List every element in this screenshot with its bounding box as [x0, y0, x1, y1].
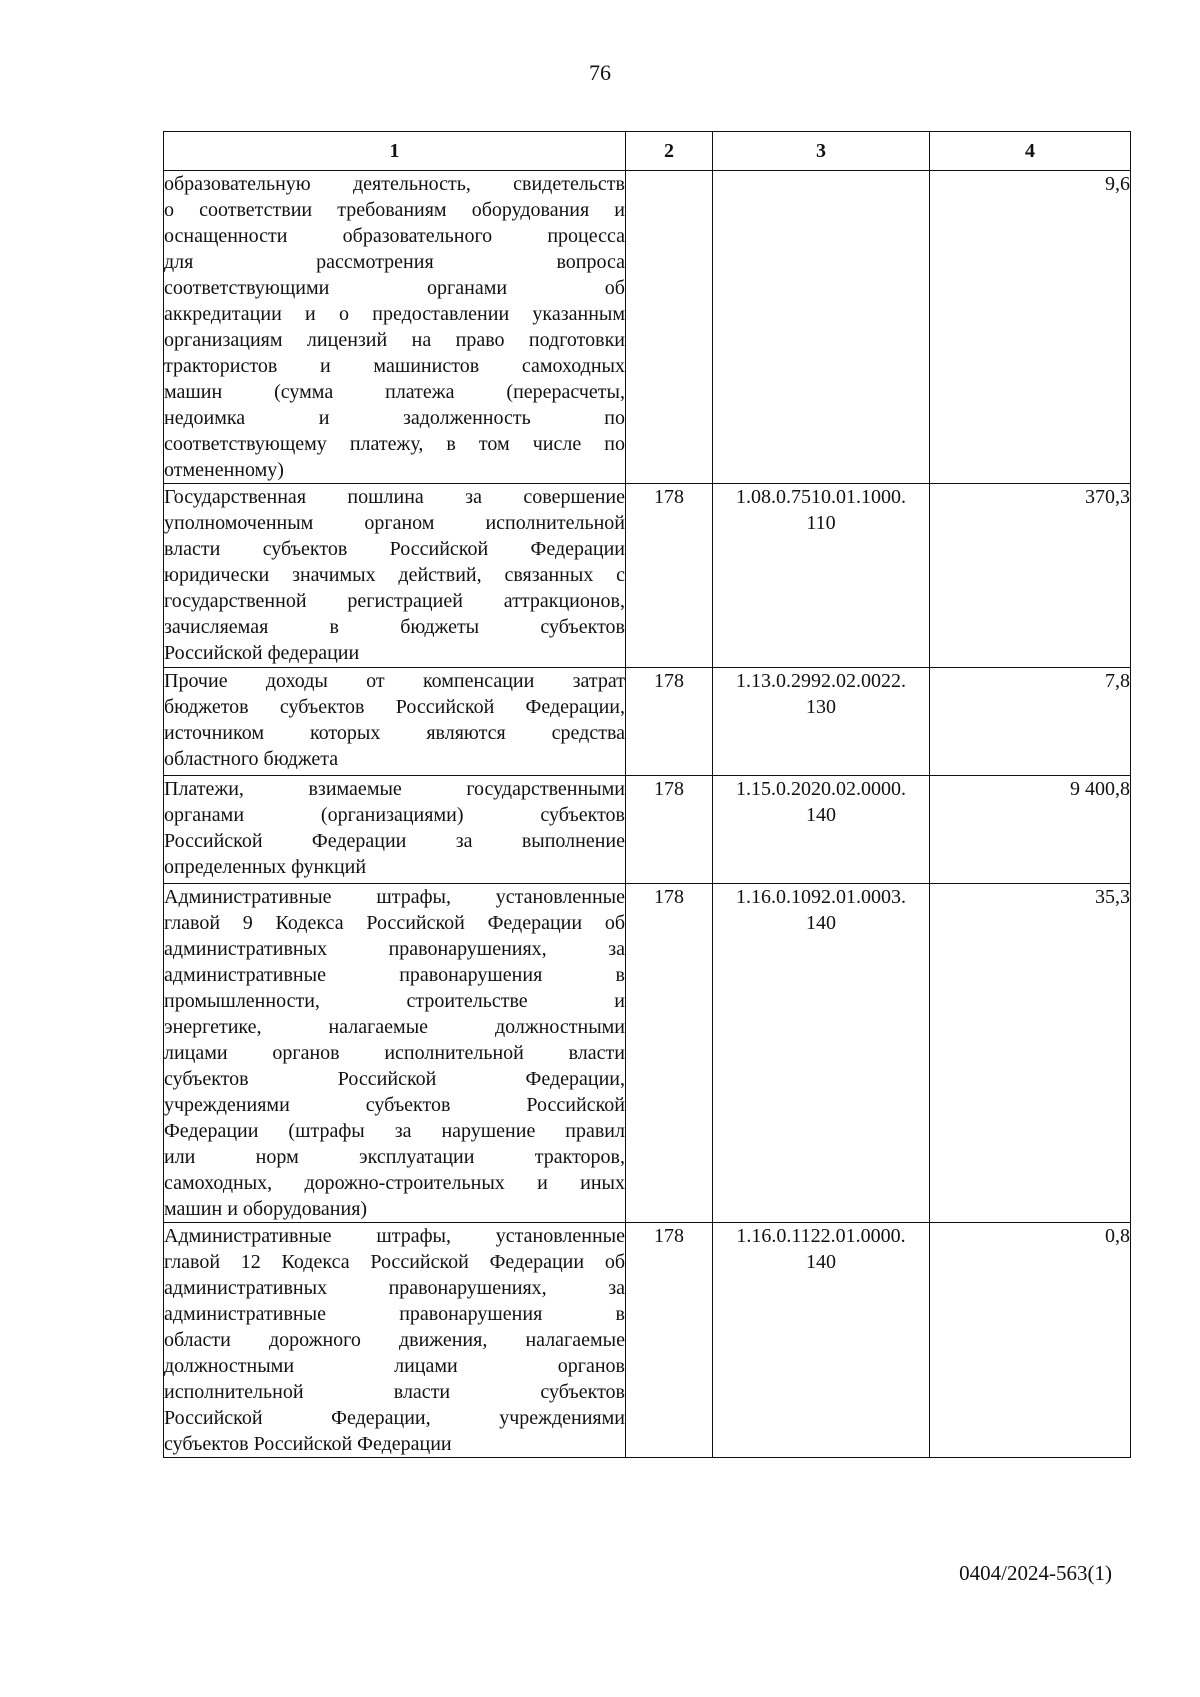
description-line: лицами органов исполнительной власти [164, 1042, 625, 1064]
row-budget-classification-code [713, 776, 930, 884]
description-line: источником которых являются средства [164, 722, 625, 744]
description-line: органами (организациями) субъектов [164, 804, 625, 826]
document-code: 0404/2024-563(1) [959, 1561, 1112, 1585]
description-line: областного бюджета [164, 748, 339, 770]
description-line: промышленности, строительстве и [164, 990, 625, 1012]
description-line: отмененному) [164, 459, 284, 481]
kbk-code-line-1: 1.13.0.2992.02.0022. [736, 670, 906, 692]
table-row [164, 776, 1131, 884]
description-line: Российской федерации [164, 642, 360, 664]
description-line: Платежи, взимаемые государственными [164, 778, 625, 800]
row-amount: 9,6 [930, 171, 1131, 484]
description-line: административных правонарушениях, за [164, 1277, 625, 1299]
description-line: Прочие доходы от компенсации затрат [164, 670, 625, 692]
description-line: уполномоченным органом исполнительной [164, 512, 625, 534]
row-amount: 9 400,8 [930, 776, 1131, 884]
description-line: организациям лицензий на право подготовки [164, 329, 625, 351]
description-line: оснащенности образовательного процесса [164, 225, 625, 247]
description-line: определенных функций [164, 856, 367, 878]
row-admin-code: 178 [626, 1223, 713, 1458]
description-line: недоимка и задолженность по [164, 407, 625, 429]
description-line: аккредитации и о предоставлении указанным [164, 303, 625, 325]
row-budget-classification-code [713, 884, 930, 1223]
table-row [164, 884, 1131, 1223]
budget-revenue-table [163, 131, 1131, 1458]
row-admin-code [626, 171, 713, 484]
kbk-code-line-2: 140 [806, 912, 836, 934]
row-budget-classification-code [713, 484, 930, 668]
description-line: о соответствии требованиям оборудования и [164, 199, 625, 221]
table-row [164, 668, 1131, 776]
description-line: административные правонарушения в [164, 1303, 625, 1325]
row-description [164, 668, 626, 776]
row-description [164, 776, 626, 884]
column-header-3: 3 [713, 132, 930, 171]
description-line: должностными лицами органов [164, 1355, 625, 1377]
description-line: самоходных, дорожно-строительных и иных [164, 1172, 625, 1194]
description-line: Административные штрафы, установленные [164, 886, 625, 908]
description-line: административные правонарушения в [164, 964, 625, 986]
description-line: государственной регистрацией аттракционов, [164, 590, 625, 612]
description-line: Российской Федерации, учреждениями [164, 1407, 625, 1429]
description-line: соответствующему платежу, в том числе по [164, 433, 625, 455]
description-line: юридически значимых действий, связанных с [164, 564, 625, 586]
row-amount: 7,8 [930, 668, 1131, 776]
description-line: субъектов Российской Федерации, [164, 1068, 625, 1090]
description-line: главой 12 Кодекса Российской Федерации об [164, 1251, 625, 1273]
row-admin-code: 178 [626, 668, 713, 776]
page-number: 76 [589, 60, 611, 85]
row-amount: 370,3 [930, 484, 1131, 668]
description-line: или норм эксплуатации тракторов, [164, 1146, 625, 1168]
table-row [164, 171, 1131, 484]
description-line: бюджетов субъектов Российской Федерации, [164, 696, 625, 718]
column-header-2: 2 [626, 132, 713, 171]
table-header-row [164, 132, 1131, 171]
description-line: трактористов и машинистов самоходных [164, 355, 625, 377]
description-line: зачисляемая в бюджеты субъектов [164, 616, 625, 638]
description-line: области дорожного движения, налагаемые [164, 1329, 625, 1351]
description-line: Федерации (штрафы за нарушение правил [164, 1120, 625, 1142]
description-line: субъектов Российской Федерации [164, 1433, 452, 1455]
description-line: для рассмотрения вопроса [164, 251, 625, 273]
row-amount: 35,3 [930, 884, 1131, 1223]
kbk-code-line-1: 1.08.0.7510.01.1000. [736, 486, 906, 508]
description-line: административных правонарушениях, за [164, 938, 625, 960]
kbk-code-line-1: 1.16.0.1092.01.0003. [736, 886, 906, 908]
row-description [164, 884, 626, 1223]
column-header-1: 1 [164, 132, 626, 171]
row-admin-code: 178 [626, 776, 713, 884]
description-line: энергетике, налагаемые должностными [164, 1016, 625, 1038]
column-header-4: 4 [930, 132, 1131, 171]
kbk-code-line-2: 140 [806, 1251, 836, 1273]
row-description [164, 1223, 626, 1458]
description-line: главой 9 Кодекса Российской Федерации об [164, 912, 625, 934]
row-amount: 0,8 [930, 1223, 1131, 1458]
row-admin-code: 178 [626, 884, 713, 1223]
table-row [164, 484, 1131, 668]
kbk-code-line-2: 130 [806, 696, 836, 718]
description-line: власти субъектов Российской Федерации [164, 538, 625, 560]
kbk-code-line-2: 140 [806, 804, 836, 826]
row-description [164, 171, 626, 484]
description-line: соответствующими органами об [164, 277, 625, 299]
description-line: машин (сумма платежа (перерасчеты, [164, 381, 625, 403]
table-body [164, 171, 1131, 1458]
kbk-code-line-1: 1.16.0.1122.01.0000. [736, 1225, 906, 1247]
description-line: исполнительной власти субъектов [164, 1381, 625, 1403]
description-line: Российской Федерации за выполнение [164, 830, 625, 852]
row-budget-classification-code [713, 171, 930, 484]
kbk-code-line-2: 110 [806, 512, 836, 534]
kbk-code-line-1: 1.15.0.2020.02.0000. [736, 778, 906, 800]
row-budget-classification-code [713, 1223, 930, 1458]
description-line: учреждениями субъектов Российской [164, 1094, 625, 1116]
description-line: образовательную деятельность, свидетельств [164, 173, 625, 195]
table-row [164, 1223, 1131, 1458]
row-budget-classification-code [713, 668, 930, 776]
row-admin-code: 178 [626, 484, 713, 668]
description-line: машин и оборудования) [164, 1198, 368, 1220]
description-line: Государственная пошлина за совершение [164, 486, 625, 508]
row-description [164, 484, 626, 668]
description-line: Административные штрафы, установленные [164, 1225, 625, 1247]
